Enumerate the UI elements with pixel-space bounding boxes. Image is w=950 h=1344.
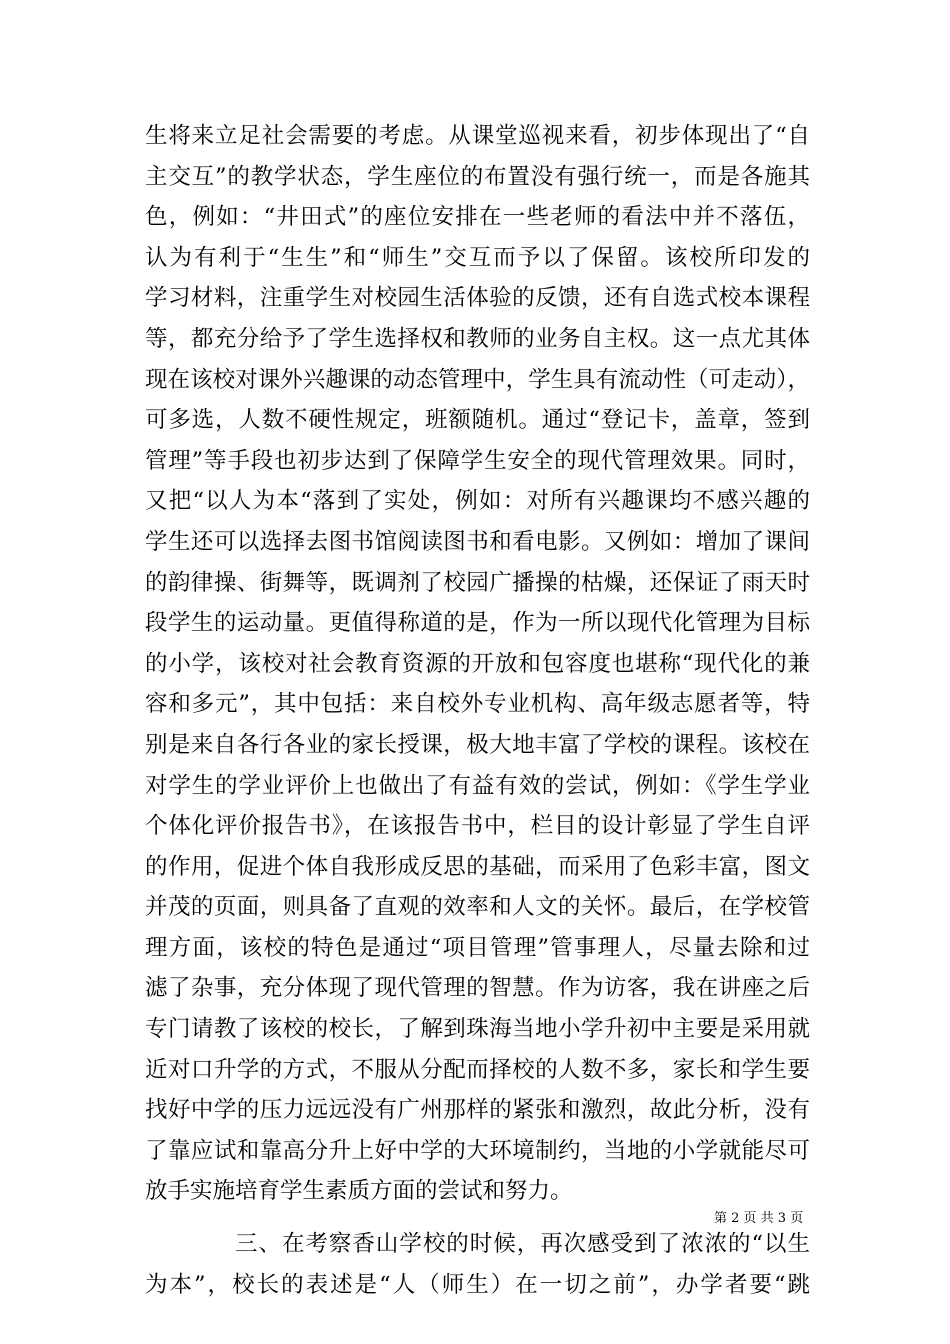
page-number-footer: 第 2 页 共 3 页 (714, 1211, 804, 1226)
text-line: 理方面，该校的特色是通过“项目管理”管事理人，尽量去除和过 (145, 934, 810, 961)
text-line: 的小学，该校对社会教育资源的开放和包容度也堪称“现代化的兼 (145, 650, 810, 677)
text-line: 三、在考察香山学校的时候，再次感受到了浓浓的“以生 (235, 1231, 810, 1258)
text-line: 段学生的运动量。更值得称道的是，作为一所以现代化管理为目标 (145, 610, 810, 637)
text-line: 专门请教了该校的校长，了解到珠海当地小学升初中主要是采用就 (145, 1016, 810, 1043)
text-line: 又把“以人为本“落到了实处，例如：对所有兴趣课均不感兴趣的 (145, 488, 810, 515)
text-line: 找好中学的压力远远没有广州那样的紧张和激烈，故此分析，没有 (145, 1097, 810, 1124)
text-line: 色，例如：“井田式”的座位安排在一些老师的看法中并不落伍， (145, 204, 810, 231)
text-line: 现在该校对课外兴趣课的动态管理中，学生具有流动性（可走动）， (145, 366, 810, 393)
text-line: 可多选，人数不硬性规定，班额随机。通过“登记卡，盖章，签到 (145, 407, 810, 434)
text-line: 认为有利于“生生”和“师生”交互而予以了保留。该校所印发的 (145, 244, 810, 271)
text-line: 主交互”的教学状态，学生座位的布置没有强行统一，而是各施其 (145, 163, 810, 190)
text-line: 对学生的学业评价上也做出了有益有效的尝试，例如：《学生学业 (145, 772, 810, 799)
text-line: 滤了杂事，充分体现了现代管理的智慧。作为访客，我在讲座之后 (145, 975, 810, 1002)
text-line: 为本”，校长的表述是“人（师生）在一切之前”，办学者要“跳 (145, 1271, 810, 1298)
paragraph-gap (145, 1212, 810, 1224)
text-line: 了靠应试和靠高分升上好中学的大环境制约，当地的小学就能尽可 (145, 1137, 810, 1164)
text-line: 个体化评价报告书》，在该报告书中，栏目的设计彰显了学生自评 (145, 813, 810, 840)
text-line: 近对口升学的方式，不服从分配而择校的人数不多，家长和学生要 (145, 1056, 810, 1083)
body-text (145, 116, 810, 1305)
text-line: 放手实施培育学生素质方面的尝试和努力。 (145, 1178, 573, 1205)
text-line: 学习材料，注重学生对校园生活体验的反馈，还有自选式校本课程 (145, 285, 810, 312)
text-line: 容和多元”，其中包括：来自校外专业机构、高年级志愿者等，特 (145, 691, 810, 718)
paragraph-1 (145, 116, 810, 1212)
text-line: 管理”等手段也初步达到了保障学生安全的现代管理效果。同时， (145, 447, 810, 474)
text-line: 学生还可以选择去图书馆阅读图书和看电影。又例如：增加了课间 (145, 528, 810, 555)
text-line: 的作用，促进个体自我形成反思的基础，而采用了色彩丰富，图文 (145, 853, 810, 880)
text-line: 并茂的页面，则具备了直观的效率和人文的关怀。最后，在学校管 (145, 894, 810, 921)
text-line: 生将来立足社会需要的考虑。从课堂巡视来看，初步体现出了“自 (145, 123, 810, 149)
text-line: 的韵律操、街舞等，既调剂了校园广播操的枯燥，还保证了雨天时 (145, 569, 810, 596)
text-line: 别是来自各行各业的家长授课，极大地丰富了学校的课程。该校在 (145, 731, 810, 758)
paragraph-2 (145, 1224, 810, 1305)
text-line: 等，都充分给予了学生选择权和教师的业务自主权。这一点尤其体 (145, 325, 810, 352)
